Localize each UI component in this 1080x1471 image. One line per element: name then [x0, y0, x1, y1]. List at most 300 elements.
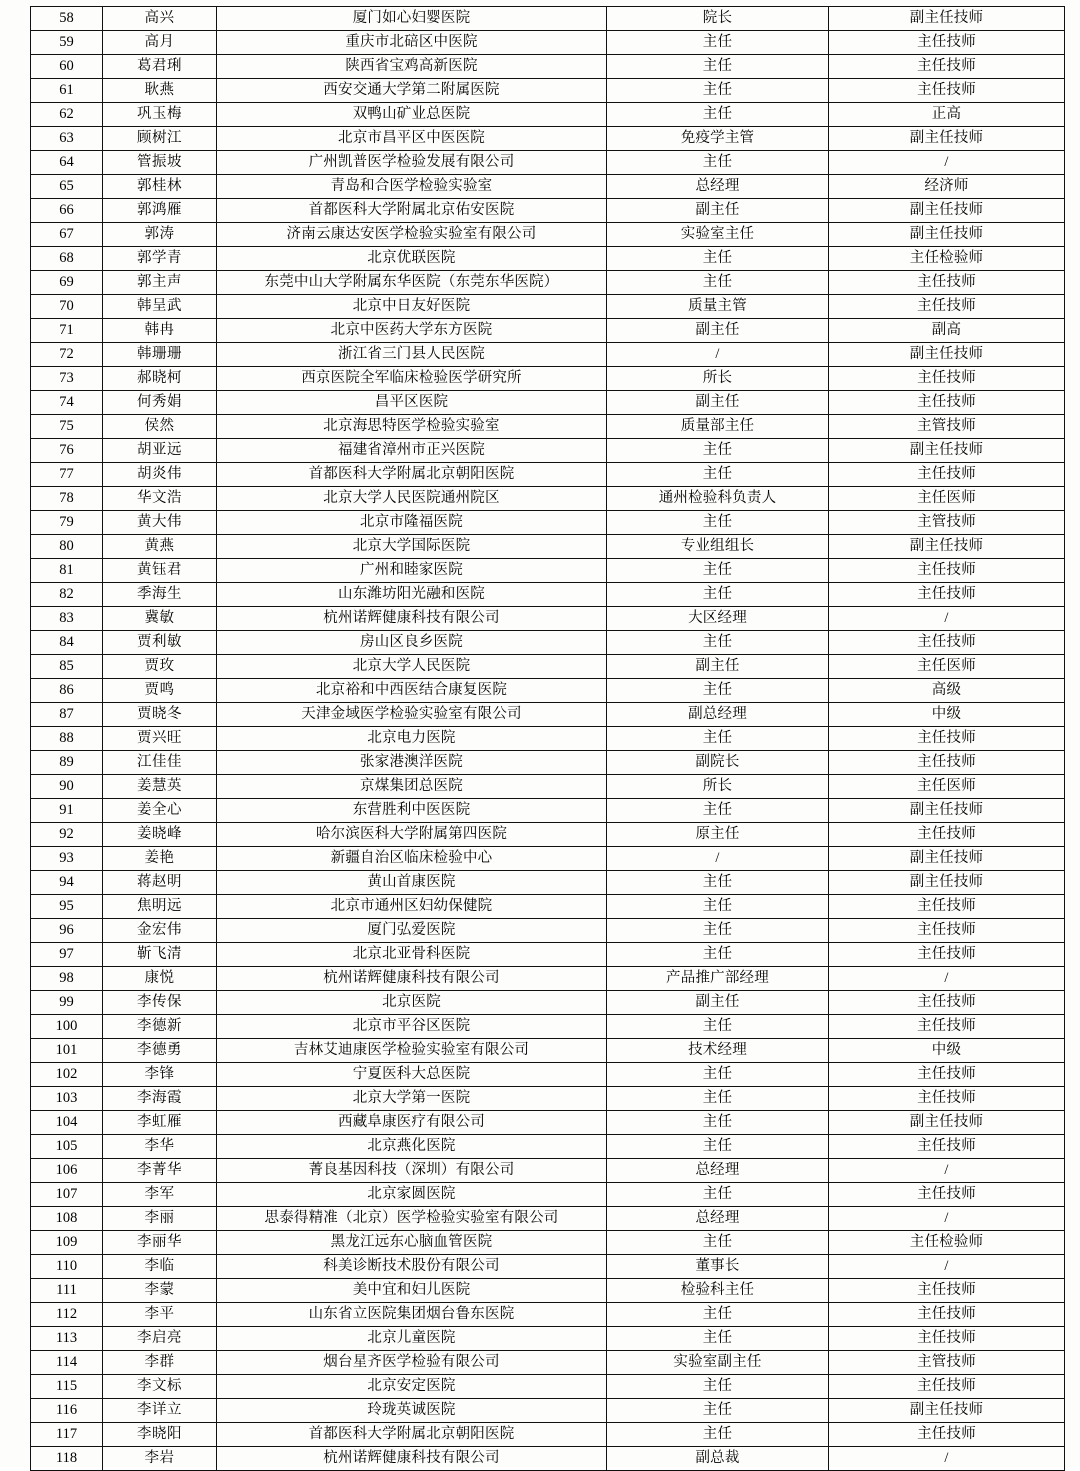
cell-title: 主任技师 — [829, 1183, 1065, 1207]
cell-no: 99 — [31, 991, 103, 1015]
table-row — [31, 1207, 1065, 1231]
cell-post: 副总经理 — [607, 703, 829, 727]
cell-title: 主任技师 — [829, 391, 1065, 415]
cell-no: 82 — [31, 583, 103, 607]
table-row — [31, 1087, 1065, 1111]
cell-post: 主任 — [607, 271, 829, 295]
cell-org: 北京大学国际医院 — [217, 535, 607, 559]
table-row — [31, 55, 1065, 79]
cell-post: 产品推广部经理 — [607, 967, 829, 991]
cell-org: 北京中医药大学东方医院 — [217, 319, 607, 343]
cell-no: 116 — [31, 1399, 103, 1423]
cell-org: 京煤集团总医院 — [217, 775, 607, 799]
cell-name: 靳飞清 — [103, 943, 217, 967]
cell-post: 质量主管 — [607, 295, 829, 319]
cell-title: 主任技师 — [829, 895, 1065, 919]
cell-name: 郭桂林 — [103, 175, 217, 199]
cell-no: 108 — [31, 1207, 103, 1231]
cell-org: 北京安定医院 — [217, 1375, 607, 1399]
cell-post: 检验科主任 — [607, 1279, 829, 1303]
cell-no: 92 — [31, 823, 103, 847]
cell-name: 蒋赵明 — [103, 871, 217, 895]
cell-name: 李德新 — [103, 1015, 217, 1039]
cell-title: / — [829, 967, 1065, 991]
cell-title: 副主任技师 — [829, 799, 1065, 823]
cell-name: 胡亚远 — [103, 439, 217, 463]
table-row — [31, 415, 1065, 439]
table-row — [31, 151, 1065, 175]
cell-title: 主管技师 — [829, 1351, 1065, 1375]
cell-no: 85 — [31, 655, 103, 679]
cell-no: 102 — [31, 1063, 103, 1087]
cell-name: 黄大伟 — [103, 511, 217, 535]
roster-table — [30, 6, 1065, 1471]
cell-name: 韩珊珊 — [103, 343, 217, 367]
cell-post: 总经理 — [607, 175, 829, 199]
table-row — [31, 391, 1065, 415]
table-row — [31, 1015, 1065, 1039]
cell-no: 67 — [31, 223, 103, 247]
cell-post: 总经理 — [607, 1207, 829, 1231]
cell-title: 主任检验师 — [829, 1231, 1065, 1255]
cell-org: 杭州诺辉健康科技有限公司 — [217, 1447, 607, 1471]
cell-post: 主任 — [607, 895, 829, 919]
cell-name: 李锋 — [103, 1063, 217, 1087]
cell-no: 118 — [31, 1447, 103, 1471]
cell-no: 110 — [31, 1255, 103, 1279]
cell-name: 管振坡 — [103, 151, 217, 175]
cell-post: 主任 — [607, 103, 829, 127]
cell-org: 天津金域医学检验实验室有限公司 — [217, 703, 607, 727]
cell-org: 东莞中山大学附属东华医院（东莞东华医院） — [217, 271, 607, 295]
table-row — [31, 943, 1065, 967]
cell-name: 李平 — [103, 1303, 217, 1327]
cell-name: 郭主声 — [103, 271, 217, 295]
cell-org: 科美诊断技术股份有限公司 — [217, 1255, 607, 1279]
table-row — [31, 319, 1065, 343]
cell-org: 哈尔滨医科大学附属第四医院 — [217, 823, 607, 847]
cell-no: 79 — [31, 511, 103, 535]
cell-post: 实验室主任 — [607, 223, 829, 247]
cell-title: 主任检验师 — [829, 247, 1065, 271]
cell-org: 北京医院 — [217, 991, 607, 1015]
cell-no: 97 — [31, 943, 103, 967]
cell-post: 原主任 — [607, 823, 829, 847]
cell-name: 黄燕 — [103, 535, 217, 559]
cell-name: 贾鸣 — [103, 679, 217, 703]
cell-name: 韩呈武 — [103, 295, 217, 319]
cell-title: 主任技师 — [829, 1135, 1065, 1159]
cell-name: 季海生 — [103, 583, 217, 607]
cell-no: 66 — [31, 199, 103, 223]
cell-post: 专业组组长 — [607, 535, 829, 559]
cell-title: 副主任技师 — [829, 847, 1065, 871]
cell-org: 北京裕和中西医结合康复医院 — [217, 679, 607, 703]
cell-post: 主任 — [607, 511, 829, 535]
cell-name: 郝晓柯 — [103, 367, 217, 391]
cell-no: 86 — [31, 679, 103, 703]
cell-no: 69 — [31, 271, 103, 295]
cell-post: 主任 — [607, 631, 829, 655]
table-row — [31, 631, 1065, 655]
cell-post: 主任 — [607, 1015, 829, 1039]
cell-post: 主任 — [607, 1327, 829, 1351]
cell-org: 西京医院全军临床检验医学研究所 — [217, 367, 607, 391]
cell-post: 主任 — [607, 727, 829, 751]
cell-title: 主任技师 — [829, 751, 1065, 775]
cell-post: 主任 — [607, 439, 829, 463]
cell-no: 109 — [31, 1231, 103, 1255]
cell-org: 北京电力医院 — [217, 727, 607, 751]
table-row — [31, 823, 1065, 847]
table-row — [31, 751, 1065, 775]
cell-title: 副主任技师 — [829, 535, 1065, 559]
cell-org: 杭州诺辉健康科技有限公司 — [217, 967, 607, 991]
cell-name: 姜全心 — [103, 799, 217, 823]
cell-post: 主任 — [607, 1135, 829, 1159]
cell-name: 郭鸿雁 — [103, 199, 217, 223]
cell-no: 70 — [31, 295, 103, 319]
cell-title: 副主任技师 — [829, 1111, 1065, 1135]
cell-no: 73 — [31, 367, 103, 391]
cell-no: 72 — [31, 343, 103, 367]
cell-title: / — [829, 1255, 1065, 1279]
table-row — [31, 31, 1065, 55]
cell-name: 金宏伟 — [103, 919, 217, 943]
cell-no: 94 — [31, 871, 103, 895]
cell-post: 主任 — [607, 55, 829, 79]
table-row — [31, 1255, 1065, 1279]
cell-post: 主任 — [607, 151, 829, 175]
cell-no: 71 — [31, 319, 103, 343]
cell-name: 李启亮 — [103, 1327, 217, 1351]
table-row — [31, 607, 1065, 631]
table-row — [31, 679, 1065, 703]
cell-org: 北京大学第一医院 — [217, 1087, 607, 1111]
cell-org: 北京市通州区妇幼保健院 — [217, 895, 607, 919]
cell-title: 主任技师 — [829, 31, 1065, 55]
cell-name: 韩冉 — [103, 319, 217, 343]
cell-post: 主任 — [607, 919, 829, 943]
cell-title: 副高 — [829, 319, 1065, 343]
table-row — [31, 583, 1065, 607]
cell-title: 副主任技师 — [829, 199, 1065, 223]
cell-org: 首都医科大学附属北京朝阳医院 — [217, 463, 607, 487]
cell-no: 112 — [31, 1303, 103, 1327]
cell-post: 副主任 — [607, 391, 829, 415]
cell-title: 主任技师 — [829, 79, 1065, 103]
cell-no: 64 — [31, 151, 103, 175]
cell-title: 主任技师 — [829, 1063, 1065, 1087]
cell-no: 100 — [31, 1015, 103, 1039]
cell-org: 北京市隆福医院 — [217, 511, 607, 535]
table-row — [31, 559, 1065, 583]
table-row — [31, 1231, 1065, 1255]
cell-title: 主任技师 — [829, 919, 1065, 943]
cell-post: 主任 — [607, 31, 829, 55]
cell-no: 65 — [31, 175, 103, 199]
cell-title: 主任医师 — [829, 775, 1065, 799]
table-row — [31, 847, 1065, 871]
table-row — [31, 799, 1065, 823]
cell-no: 101 — [31, 1039, 103, 1063]
table-row — [31, 295, 1065, 319]
cell-name: 高兴 — [103, 7, 217, 31]
table-row — [31, 1327, 1065, 1351]
cell-no: 104 — [31, 1111, 103, 1135]
cell-no: 107 — [31, 1183, 103, 1207]
cell-org: 重庆市北碚区中医院 — [217, 31, 607, 55]
cell-org: 首都医科大学附属北京朝阳医院 — [217, 1423, 607, 1447]
cell-name: 胡炎伟 — [103, 463, 217, 487]
cell-post: 副主任 — [607, 199, 829, 223]
cell-title: 主任技师 — [829, 463, 1065, 487]
cell-org: 思泰得精准（北京）医学检验实验室有限公司 — [217, 1207, 607, 1231]
cell-post: 主任 — [607, 679, 829, 703]
cell-no: 75 — [31, 415, 103, 439]
cell-post: 主任 — [607, 1063, 829, 1087]
cell-org: 黑龙江远东心脑血管医院 — [217, 1231, 607, 1255]
cell-no: 81 — [31, 559, 103, 583]
cell-name: 李军 — [103, 1183, 217, 1207]
cell-org: 美中宜和妇儿医院 — [217, 1279, 607, 1303]
cell-org: 西藏阜康医疗有限公司 — [217, 1111, 607, 1135]
cell-org: 西安交通大学第二附属医院 — [217, 79, 607, 103]
cell-title: 主管技师 — [829, 415, 1065, 439]
table-row — [31, 79, 1065, 103]
cell-post: 副主任 — [607, 991, 829, 1015]
cell-name: 贾利敏 — [103, 631, 217, 655]
cell-no: 114 — [31, 1351, 103, 1375]
cell-name: 李丽华 — [103, 1231, 217, 1255]
cell-post: 主任 — [607, 583, 829, 607]
cell-name: 贾玫 — [103, 655, 217, 679]
cell-title: 中级 — [829, 1039, 1065, 1063]
cell-name: 李德勇 — [103, 1039, 217, 1063]
cell-title: 主任医师 — [829, 487, 1065, 511]
cell-title: 主任技师 — [829, 583, 1065, 607]
table-row — [31, 367, 1065, 391]
cell-org: 北京大学人民医院 — [217, 655, 607, 679]
cell-name: 姜艳 — [103, 847, 217, 871]
table-row — [31, 511, 1065, 535]
cell-name: 李海霞 — [103, 1087, 217, 1111]
cell-org: 广州和睦家医院 — [217, 559, 607, 583]
cell-name: 侯然 — [103, 415, 217, 439]
cell-no: 77 — [31, 463, 103, 487]
cell-no: 61 — [31, 79, 103, 103]
cell-org: 杭州诺辉健康科技有限公司 — [217, 607, 607, 631]
cell-name: 何秀娟 — [103, 391, 217, 415]
cell-name: 巩玉梅 — [103, 103, 217, 127]
cell-no: 93 — [31, 847, 103, 871]
table-row — [31, 1039, 1065, 1063]
cell-name: 贾兴旺 — [103, 727, 217, 751]
cell-title: 主任技师 — [829, 55, 1065, 79]
cell-org: 浙江省三门县人民医院 — [217, 343, 607, 367]
cell-org: 厦门如心妇婴医院 — [217, 7, 607, 31]
cell-no: 89 — [31, 751, 103, 775]
cell-name: 高月 — [103, 31, 217, 55]
cell-no: 90 — [31, 775, 103, 799]
cell-org: 厦门弘爱医院 — [217, 919, 607, 943]
table-row — [31, 1423, 1065, 1447]
cell-post: 主任 — [607, 559, 829, 583]
cell-name: 郭学青 — [103, 247, 217, 271]
cell-no: 83 — [31, 607, 103, 631]
table-row — [31, 1111, 1065, 1135]
table-row — [31, 1183, 1065, 1207]
cell-org: 北京市昌平区中医医院 — [217, 127, 607, 151]
cell-org: 北京海思特医学检验实验室 — [217, 415, 607, 439]
table-row — [31, 1063, 1065, 1087]
cell-title: 副主任技师 — [829, 1399, 1065, 1423]
cell-title: 副主任技师 — [829, 439, 1065, 463]
cell-post: 实验室副主任 — [607, 1351, 829, 1375]
cell-org: 菁良基因科技（深圳）有限公司 — [217, 1159, 607, 1183]
cell-no: 98 — [31, 967, 103, 991]
table-row — [31, 1399, 1065, 1423]
cell-title: 主任技师 — [829, 1423, 1065, 1447]
cell-org: 北京市平谷区医院 — [217, 1015, 607, 1039]
cell-name: 华文浩 — [103, 487, 217, 511]
table-row — [31, 439, 1065, 463]
cell-title: 正高 — [829, 103, 1065, 127]
cell-title: 主任技师 — [829, 367, 1065, 391]
cell-name: 葛君琍 — [103, 55, 217, 79]
cell-title: 高级 — [829, 679, 1065, 703]
cell-title: 主任技师 — [829, 1087, 1065, 1111]
cell-org: 北京北亚骨科医院 — [217, 943, 607, 967]
table-row — [31, 127, 1065, 151]
cell-title: 主任技师 — [829, 295, 1065, 319]
cell-no: 68 — [31, 247, 103, 271]
cell-post: / — [607, 847, 829, 871]
cell-name: 康悦 — [103, 967, 217, 991]
cell-org: 烟台星齐医学检验有限公司 — [217, 1351, 607, 1375]
table-row — [31, 463, 1065, 487]
table-row — [31, 175, 1065, 199]
table-row — [31, 199, 1065, 223]
cell-no: 76 — [31, 439, 103, 463]
cell-title: / — [829, 607, 1065, 631]
cell-org: 济南云康达安医学检验实验室有限公司 — [217, 223, 607, 247]
table-row — [31, 1279, 1065, 1303]
cell-no: 95 — [31, 895, 103, 919]
table-row — [31, 1135, 1065, 1159]
cell-title: 主任技师 — [829, 823, 1065, 847]
cell-title: / — [829, 151, 1065, 175]
cell-org: 黄山首康医院 — [217, 871, 607, 895]
cell-post: 总经理 — [607, 1159, 829, 1183]
cell-title: 主任技师 — [829, 991, 1065, 1015]
cell-post: 主任 — [607, 799, 829, 823]
cell-no: 106 — [31, 1159, 103, 1183]
cell-post: 主任 — [607, 1399, 829, 1423]
cell-no: 63 — [31, 127, 103, 151]
cell-title: 主管技师 — [829, 511, 1065, 535]
cell-post: 副主任 — [607, 319, 829, 343]
cell-name: 贾晓冬 — [103, 703, 217, 727]
cell-no: 58 — [31, 7, 103, 31]
cell-post: 主任 — [607, 1231, 829, 1255]
cell-no: 78 — [31, 487, 103, 511]
cell-org: 陕西省宝鸡高新医院 — [217, 55, 607, 79]
cell-org: 新疆自治区临床检验中心 — [217, 847, 607, 871]
cell-no: 103 — [31, 1087, 103, 1111]
cell-post: 主任 — [607, 871, 829, 895]
cell-title: 副主任技师 — [829, 127, 1065, 151]
cell-name: 李文标 — [103, 1375, 217, 1399]
cell-post: 免疫学主管 — [607, 127, 829, 151]
cell-name: 李传保 — [103, 991, 217, 1015]
cell-title: 主任技师 — [829, 271, 1065, 295]
cell-title: 副主任技师 — [829, 871, 1065, 895]
cell-post: 主任 — [607, 1087, 829, 1111]
cell-name: 姜晓峰 — [103, 823, 217, 847]
cell-title: 主任医师 — [829, 655, 1065, 679]
table-row — [31, 271, 1065, 295]
cell-name: 姜慧英 — [103, 775, 217, 799]
cell-no: 74 — [31, 391, 103, 415]
table-row — [31, 967, 1065, 991]
cell-org: 广州凯普医学检验发展有限公司 — [217, 151, 607, 175]
cell-org: 东营胜利中医医院 — [217, 799, 607, 823]
roster-table-body — [31, 7, 1065, 1471]
cell-org: 张家港澳洋医院 — [217, 751, 607, 775]
cell-org: 双鸭山矿业总医院 — [217, 103, 607, 127]
cell-post: 董事长 — [607, 1255, 829, 1279]
cell-no: 60 — [31, 55, 103, 79]
cell-org: 房山区良乡医院 — [217, 631, 607, 655]
cell-name: 郭涛 — [103, 223, 217, 247]
cell-title: 主任技师 — [829, 1303, 1065, 1327]
cell-name: 李群 — [103, 1351, 217, 1375]
cell-no: 91 — [31, 799, 103, 823]
table-row — [31, 775, 1065, 799]
cell-org: 北京儿童医院 — [217, 1327, 607, 1351]
cell-name: 李蒙 — [103, 1279, 217, 1303]
cell-title: 主任技师 — [829, 631, 1065, 655]
cell-org: 北京中日友好医院 — [217, 295, 607, 319]
cell-title: 主任技师 — [829, 727, 1065, 751]
cell-name: 江佳佳 — [103, 751, 217, 775]
cell-no: 80 — [31, 535, 103, 559]
cell-no: 59 — [31, 31, 103, 55]
table-row — [31, 535, 1065, 559]
cell-org: 北京优联医院 — [217, 247, 607, 271]
cell-post: / — [607, 343, 829, 367]
cell-title: / — [829, 1447, 1065, 1471]
cell-post: 所长 — [607, 775, 829, 799]
table-row — [31, 1303, 1065, 1327]
cell-title: 主任技师 — [829, 559, 1065, 583]
cell-name: 李华 — [103, 1135, 217, 1159]
cell-no: 87 — [31, 703, 103, 727]
cell-no: 96 — [31, 919, 103, 943]
cell-name: 李虹雁 — [103, 1111, 217, 1135]
cell-no: 88 — [31, 727, 103, 751]
cell-no: 62 — [31, 103, 103, 127]
cell-name: 冀敏 — [103, 607, 217, 631]
cell-org: 山东省立医院集团烟台鲁东医院 — [217, 1303, 607, 1327]
cell-post: 通州检验科负责人 — [607, 487, 829, 511]
cell-org: 昌平区医院 — [217, 391, 607, 415]
table-row — [31, 919, 1065, 943]
table-row — [31, 1375, 1065, 1399]
cell-post: 主任 — [607, 79, 829, 103]
cell-post: 副主任 — [607, 655, 829, 679]
